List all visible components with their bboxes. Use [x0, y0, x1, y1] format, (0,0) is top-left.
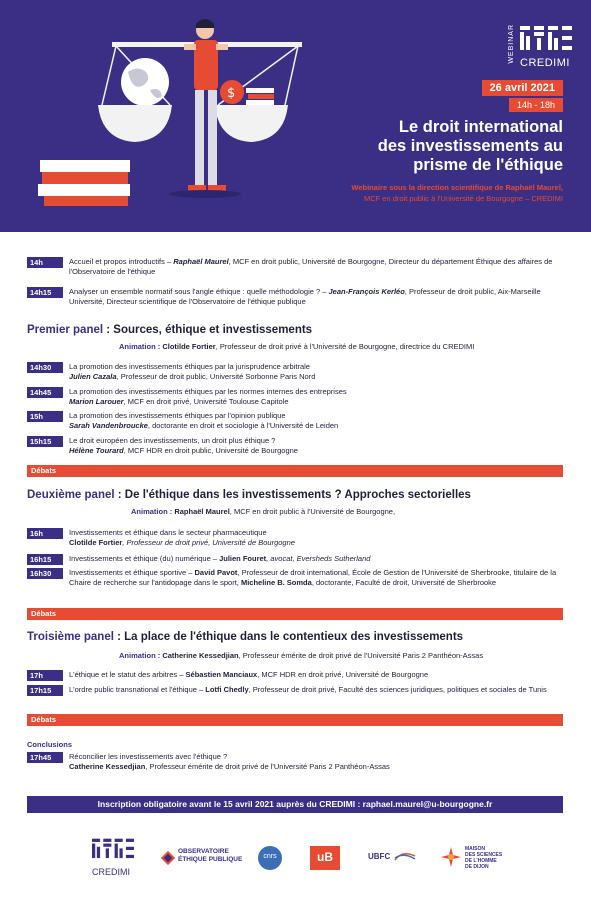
time-badge: 16h15 — [27, 554, 63, 565]
event-time: 14h - 18h — [509, 98, 563, 112]
speaker-name: Jean-François Kerléo — [328, 287, 405, 296]
title-line: des investissements au — [377, 137, 563, 155]
animation-label: Animation : — [131, 507, 175, 516]
logo-text: DE DIJON — [465, 864, 489, 870]
panel-animation — [119, 342, 474, 351]
speaker-affiliation: , Professeur de droit public, Aix-Marseille Université, Directeur scientifique de l'Observatoire de l'éthique publique — [69, 287, 541, 306]
speaker-affiliation: , MCF en droit public, Université de Bourgogne, Directeur du département Éthique des affaires de l'Observatoire de l'éthique — [69, 257, 553, 276]
panel-heading: : La place de l'éthique dans le contentieux des investissements — [113, 631, 464, 643]
item-title: L'ordre public transnational et l'éthique – — [69, 685, 206, 694]
logo-text: DES SCIENCES — [465, 852, 503, 858]
ubfc-logo — [368, 852, 390, 861]
item-text — [69, 362, 565, 382]
item-title: La promotion des investissements éthiques par la jurisprudence arbitrale — [69, 362, 310, 371]
logo-text: MAISON — [465, 846, 485, 852]
item-text — [69, 568, 565, 588]
time-badge: 15h — [27, 411, 63, 422]
item-text — [69, 287, 565, 307]
header-banner — [0, 0, 591, 232]
animator-name: Catherine Kessedjian — [162, 651, 239, 660]
speaker-affiliation: , Professeur de droit public, Université Sorbonne Paris Nord — [116, 372, 316, 381]
svg-text:$: $ — [227, 86, 236, 101]
webinar-label: WEBINAR — [508, 24, 515, 64]
debats-bar: Débats — [27, 714, 563, 726]
speaker-affiliation: , MCF HDR en droit public, Université de Bourgogne — [123, 446, 298, 455]
time-badge: 14h30 — [27, 362, 63, 373]
speaker-name: Julien Cazala — [69, 372, 117, 381]
item-text — [69, 411, 565, 431]
speaker-affiliation: , MCF en droit privé, Université Toulouse Capitole — [123, 397, 289, 406]
credimi-footer-logo — [92, 838, 134, 877]
logo-text: CREDIMI — [92, 867, 130, 877]
item-title: Accueil et propos introductifs – — [69, 257, 174, 266]
conclusions-label: Conclusions — [27, 740, 73, 749]
animator-name: Raphaël Maurel — [174, 507, 230, 516]
item-text — [69, 670, 565, 680]
ub-logo — [310, 846, 340, 870]
panel-title — [27, 489, 471, 501]
debats-bar: Débats — [27, 465, 563, 477]
item-text — [69, 257, 565, 277]
time-badge: 14h — [27, 257, 63, 268]
subtitle-line: MCF en droit public à l'Université de Bourgogne – CREDIMI — [363, 194, 563, 203]
item-title: L'éthique et le statut des arbitres – — [69, 670, 186, 679]
animation-label: Animation : — [119, 342, 163, 351]
page-title — [283, 118, 563, 175]
item-text — [69, 752, 565, 772]
title-line: prisme de l'éthique — [413, 156, 563, 174]
speaker-affiliation: , doctorante en droit et sociologie à l'Université de Leiden — [147, 421, 339, 430]
item-title: Réconcilier les investissements avec l'éthique ? — [69, 752, 228, 761]
speaker-name: David Pavot — [194, 568, 238, 577]
time-badge: 17h15 — [27, 685, 63, 696]
logo-text: uB — [317, 850, 333, 864]
speaker-affiliation: , avocat, Eversheds Sutherland — [266, 554, 371, 563]
scientific-direction — [243, 182, 563, 204]
speaker-affiliation: , doctorante, Faculté de droit, Université de Sherbrooke — [311, 578, 497, 587]
speaker-name: Clotilde Fortier — [69, 538, 123, 547]
item-text — [69, 528, 565, 548]
speaker-affiliation: , MCF HDR en droit privé, Université de Bourgogne — [257, 670, 429, 679]
speaker-affiliation: , Professeur émérite de droit privé de l'Université Paris 2 Panthéon-Assas — [145, 762, 390, 771]
panel-title — [27, 324, 312, 336]
item-title: Analyser un ensemble normatif sous l'angle éthique : quelle méthodologie ? – — [69, 287, 329, 296]
time-badge: 14h45 — [27, 387, 63, 398]
item-text — [69, 436, 565, 456]
panel-heading: : De l'éthique dans les investissements ? Approches sectorielles — [114, 489, 471, 501]
speaker-name: Sarah Vandenbroucke — [69, 421, 148, 430]
item-text — [69, 554, 565, 564]
debats-bar: Débats — [27, 608, 563, 620]
star-burst-icon — [440, 846, 462, 868]
credimi-logo — [508, 20, 578, 70]
panel-label: Deuxième panel — [27, 489, 115, 501]
item-text — [69, 685, 565, 695]
logo-text: OBSERVATOIRE — [178, 848, 229, 855]
cnrs-logo — [258, 846, 282, 870]
panel-label: Premier panel — [27, 324, 104, 336]
time-badge: 17h — [27, 670, 63, 681]
panel-heading: : Sources, éthique et investissements — [103, 324, 313, 336]
speaker-name: Julien Fouret — [219, 554, 267, 563]
subtitle-line: Webinaire sous la direction scientifique de Raphaël Maurel, — [351, 183, 563, 192]
speaker-name: Raphaël Maurel — [173, 257, 229, 266]
time-badge: 16h30 — [27, 568, 63, 579]
panel-title — [27, 631, 463, 643]
animation-label: Animation : — [119, 651, 163, 660]
item-text — [69, 387, 565, 407]
time-badge: 15h15 — [27, 436, 63, 447]
panel-animation — [119, 651, 483, 660]
logo-text: UBFC — [368, 852, 391, 861]
animator-affiliation: , MCF en droit public à l'Université de Bourgogne, — [229, 507, 396, 516]
speaker-affiliation: , Professeur de droit privé, Université de Bourgogne — [122, 538, 295, 547]
speaker-name: Catherine Kessedjian — [69, 762, 146, 771]
credimi-name: CREDIMI — [520, 57, 570, 69]
item-title: Investissements et éthique dans le secteur pharmaceutique — [69, 528, 267, 537]
panel-label: Troisième panel — [27, 631, 114, 643]
item-title: Investissements et éthique (du) numérique – — [69, 554, 220, 563]
animator-affiliation: , Professeur émérite de droit privé de l'Université Paris 2 Panthéon-Assas — [238, 651, 484, 660]
speaker-name: Lotfi Chedly — [205, 685, 249, 694]
speaker-affiliation: , Professeur de droit international, École de Gestion de l'Université de Sherbrooke, titulaire de la Chaire de recherche sur l'antidopage dans le sport, — [69, 568, 557, 587]
time-badge: 17h45 — [27, 752, 63, 763]
speaker-name: Hélène Tourard — [69, 446, 124, 455]
speaker-name: Marion Larouer — [69, 397, 124, 406]
credimi-mark-icon — [520, 26, 572, 54]
logo-text: DE L'HOMME — [465, 858, 497, 864]
item-title: Le droit européen des investissements, un droit plus éthique ? — [69, 436, 276, 445]
speaker-affiliation: , Professeur de droit privé, Faculté des sciences juridiques, politiques et sociales de Tunis — [248, 685, 547, 694]
speaker-name: Micheline B. Somda — [240, 578, 312, 587]
animator-name: Clotilde Fortier — [162, 342, 216, 351]
credimi-mark-icon — [92, 838, 134, 862]
time-badge: 14h15 — [27, 287, 63, 298]
diamond-icon — [160, 850, 176, 866]
item-title: Investissements et éthique sportive – — [69, 568, 195, 577]
speaker-name: Sébastien Manciaux — [185, 670, 258, 679]
title-line: Le droit international — [398, 118, 563, 136]
item-title: La promotion des investissements éthiques par les normes internes des entreprises — [69, 387, 347, 396]
logo-text: cnrs — [263, 853, 277, 860]
swirl-icon — [394, 850, 416, 862]
panel-animation — [131, 507, 395, 516]
event-date: 26 avril 2021 — [482, 80, 563, 96]
animator-affiliation: , Professeur de droit privé à l'Université de Bourgogne, directrice du CREDIMI — [215, 342, 475, 351]
logo-text: ÉTHIQUE PUBLIQUE — [178, 856, 243, 863]
time-badge: 16h — [27, 528, 63, 539]
item-title: La promotion des investissements éthiques par l'opinion publique — [69, 411, 286, 420]
registration-banner: Inscription obligatoire avant le 15 avril 2021 auprès du CREDIMI : raphael.maurel@u-bourgogne.fr — [27, 796, 563, 813]
